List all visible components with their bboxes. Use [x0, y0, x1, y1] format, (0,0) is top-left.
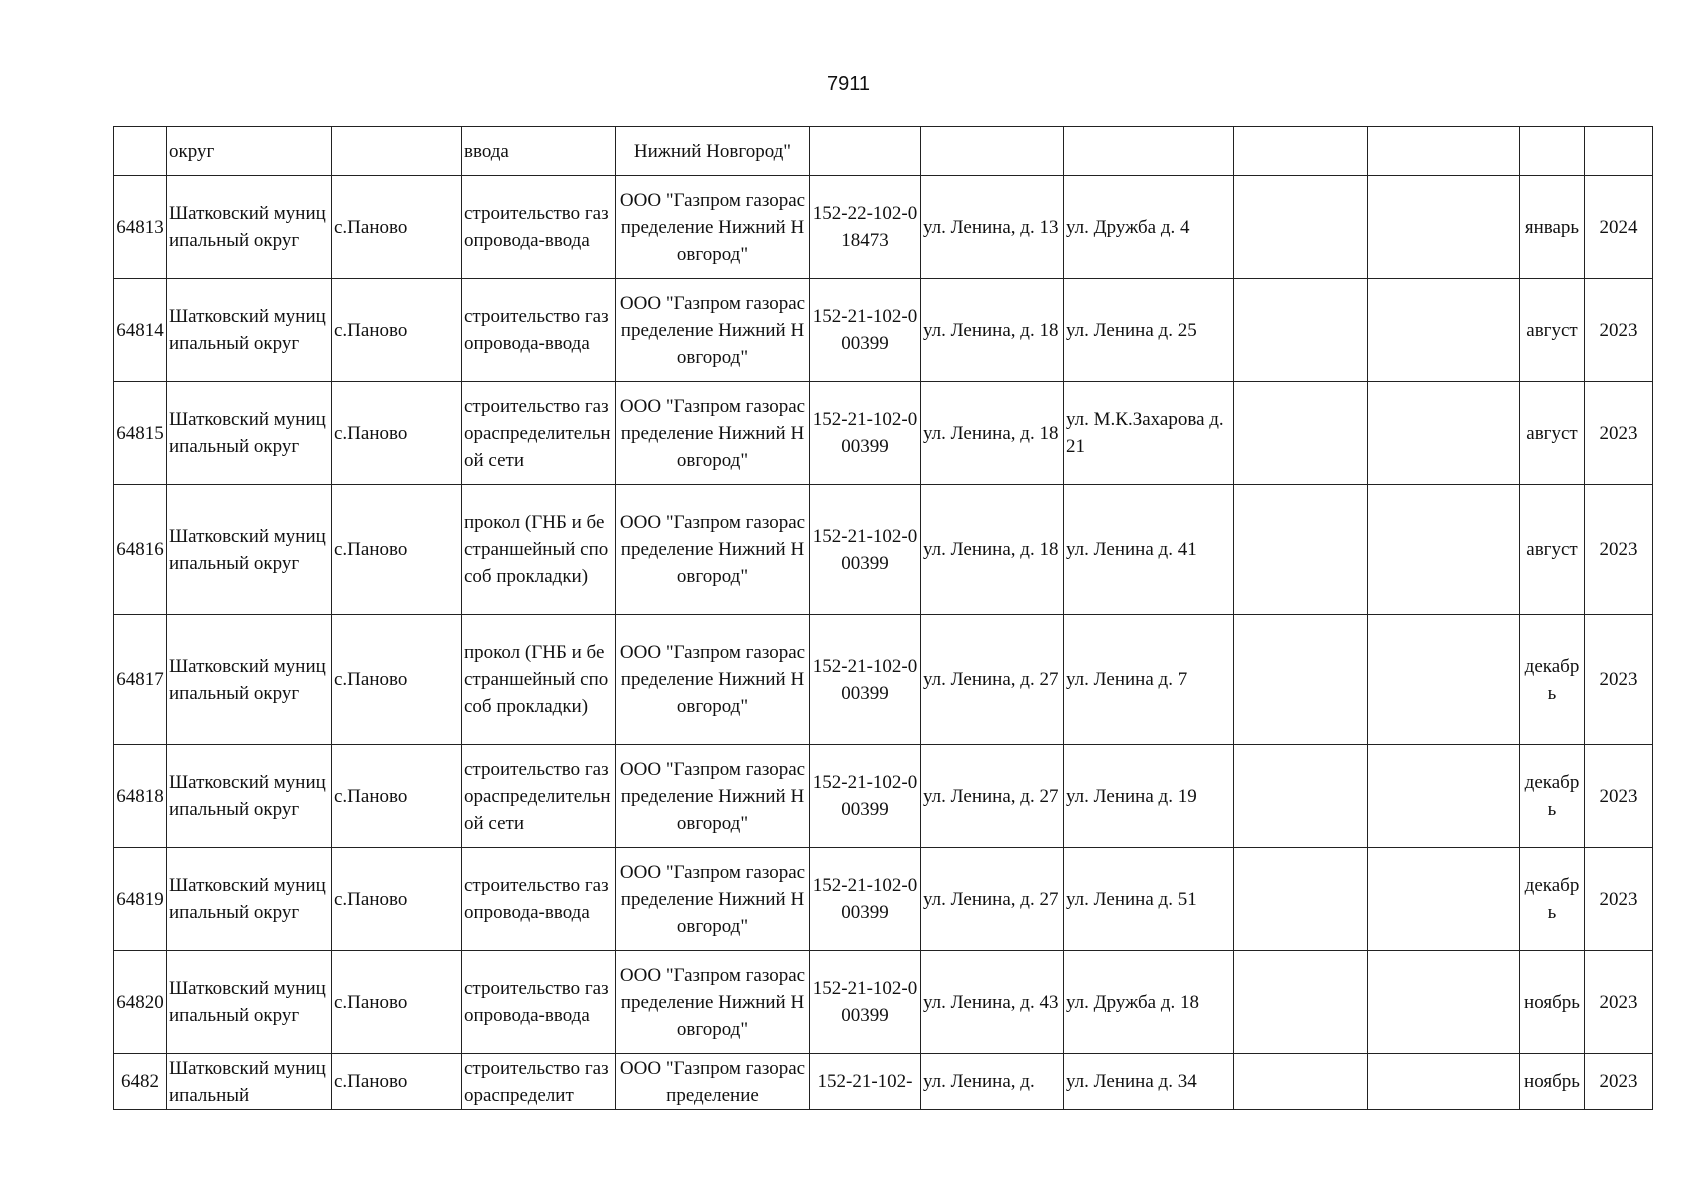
- cell-code: 152-21-102-000399: [810, 485, 921, 615]
- cell-empty: [1368, 615, 1520, 745]
- cell-year: 2023: [1585, 485, 1653, 615]
- cell-org: ООО "Газпром газораспределение Нижний Новгород": [616, 485, 810, 615]
- cell-district: Шатковский муниципальный: [167, 1054, 332, 1110]
- cell-empty: [1234, 176, 1368, 279]
- cell-empty: [1234, 615, 1368, 745]
- cell-settlement: с.Паново: [332, 176, 462, 279]
- cell-code: 152-22-102-018473: [810, 176, 921, 279]
- register-table: [113, 126, 1653, 1110]
- cell-work: ввода: [462, 127, 616, 176]
- cell-settlement: [332, 127, 462, 176]
- cell-code: [810, 127, 921, 176]
- cell-empty: [1368, 176, 1520, 279]
- cell-empty: [1368, 951, 1520, 1054]
- cell-org: ООО "Газпром газораспределение Нижний Новгород": [616, 176, 810, 279]
- cell-month: август: [1520, 279, 1585, 382]
- cell-settlement: с.Паново: [332, 279, 462, 382]
- table-row: [114, 615, 1653, 745]
- cell-num: 6482: [114, 1054, 167, 1110]
- cell-settlement: с.Паново: [332, 848, 462, 951]
- cell-target: ул. М.К.Захарова д. 21: [1064, 382, 1234, 485]
- cell-month: декабрь: [1520, 615, 1585, 745]
- cell-code: 152-21-102-000399: [810, 951, 921, 1054]
- cell-empty: [1368, 279, 1520, 382]
- cell-org: ООО "Газпром газораспределение Нижний Новгород": [616, 848, 810, 951]
- cell-org: Нижний Новгород": [616, 127, 810, 176]
- cell-source: ул. Ленина, д. 18: [921, 279, 1064, 382]
- cell-work: строительство газопровода-ввода: [462, 176, 616, 279]
- cell-num: 64820: [114, 951, 167, 1054]
- cell-work: прокол (ГНБ и бестраншейный способ прокладки): [462, 485, 616, 615]
- cell-empty: [1234, 848, 1368, 951]
- cell-settlement: с.Паново: [332, 485, 462, 615]
- cell-source: ул. Ленина, д.: [921, 1054, 1064, 1110]
- cell-settlement: с.Паново: [332, 745, 462, 848]
- cell-num: 64816: [114, 485, 167, 615]
- cell-month: [1520, 127, 1585, 176]
- table-row-partial: [114, 1054, 1653, 1110]
- cell-source: ул. Ленина, д. 13: [921, 176, 1064, 279]
- cell-empty: [1368, 848, 1520, 951]
- cell-district: Шатковский муниципальный округ: [167, 279, 332, 382]
- cell-district: Шатковский муниципальный округ: [167, 848, 332, 951]
- cell-source: ул. Ленина, д. 27: [921, 848, 1064, 951]
- cell-month: ноябрь: [1520, 1054, 1585, 1110]
- cell-target: ул. Ленина д. 25: [1064, 279, 1234, 382]
- cell-source: [921, 127, 1064, 176]
- cell-year: 2023: [1585, 1054, 1653, 1110]
- cell-empty: [1234, 745, 1368, 848]
- cell-code: 152-21-102-000399: [810, 615, 921, 745]
- cell-month: август: [1520, 382, 1585, 485]
- cell-source: ул. Ленина, д. 27: [921, 745, 1064, 848]
- cell-empty: [1234, 127, 1368, 176]
- cell-code: 152-21-102-000399: [810, 382, 921, 485]
- cell-year: 2023: [1585, 951, 1653, 1054]
- cell-org: ООО "Газпром газораспределение Нижний Новгород": [616, 615, 810, 745]
- cell-district: Шатковский муниципальный округ: [167, 485, 332, 615]
- cell-month: ноябрь: [1520, 951, 1585, 1054]
- cell-empty: [1368, 127, 1520, 176]
- cell-target: ул. Ленина д. 7: [1064, 615, 1234, 745]
- cell-org: ООО "Газпром газораспределение Нижний Новгород": [616, 382, 810, 485]
- table-row: [114, 485, 1653, 615]
- cell-year: 2024: [1585, 176, 1653, 279]
- cell-org: ООО "Газпром газораспределение: [616, 1054, 810, 1110]
- cell-source: ул. Ленина, д. 18: [921, 382, 1064, 485]
- cell-num: 64815: [114, 382, 167, 485]
- cell-settlement: с.Паново: [332, 951, 462, 1054]
- cell-target: ул. Ленина д. 51: [1064, 848, 1234, 951]
- cell-year: 2023: [1585, 615, 1653, 745]
- table-row: [114, 279, 1653, 382]
- cell-num: [114, 127, 167, 176]
- cell-month: декабрь: [1520, 848, 1585, 951]
- cell-settlement: с.Паново: [332, 1054, 462, 1110]
- cell-empty: [1368, 1054, 1520, 1110]
- table-row: [114, 382, 1653, 485]
- table-row: [114, 951, 1653, 1054]
- cell-empty: [1368, 745, 1520, 848]
- cell-district: Шатковский муниципальный округ: [167, 615, 332, 745]
- cell-district: округ: [167, 127, 332, 176]
- cell-year: 2023: [1585, 848, 1653, 951]
- table-row: [114, 745, 1653, 848]
- cell-settlement: с.Паново: [332, 615, 462, 745]
- cell-target: ул. Ленина д. 41: [1064, 485, 1234, 615]
- cell-month: январь: [1520, 176, 1585, 279]
- cell-year: 2023: [1585, 382, 1653, 485]
- cell-num: 64819: [114, 848, 167, 951]
- cell-empty: [1234, 1054, 1368, 1110]
- page-number: 7911: [826, 73, 870, 95]
- cell-work: строительство газопровода-ввода: [462, 951, 616, 1054]
- cell-target: [1064, 127, 1234, 176]
- cell-target: ул. Дружба д. 4: [1064, 176, 1234, 279]
- cell-empty: [1234, 279, 1368, 382]
- cell-district: Шатковский муниципальный округ: [167, 382, 332, 485]
- cell-source: ул. Ленина, д. 43: [921, 951, 1064, 1054]
- cell-num: 64818: [114, 745, 167, 848]
- cell-work: строительство газопровода-ввода: [462, 279, 616, 382]
- cell-num: 64813: [114, 176, 167, 279]
- cell-work: строительство газораспределительной сети: [462, 382, 616, 485]
- cell-code: 152-21-102-: [810, 1054, 921, 1110]
- cell-year: 2023: [1585, 279, 1653, 382]
- cell-code: 152-21-102-000399: [810, 848, 921, 951]
- cell-year: 2023: [1585, 745, 1653, 848]
- cell-target: ул. Ленина д. 19: [1064, 745, 1234, 848]
- table-row: [114, 848, 1653, 951]
- cell-empty: [1234, 951, 1368, 1054]
- cell-district: Шатковский муниципальный округ: [167, 745, 332, 848]
- cell-num: 64817: [114, 615, 167, 745]
- cell-work: строительство газопровода-ввода: [462, 848, 616, 951]
- cell-district: Шатковский муниципальный округ: [167, 176, 332, 279]
- cell-empty: [1368, 382, 1520, 485]
- cell-district: Шатковский муниципальный округ: [167, 951, 332, 1054]
- table-row: [114, 176, 1653, 279]
- cell-work: строительство газораспределит: [462, 1054, 616, 1110]
- cell-empty: [1368, 485, 1520, 615]
- cell-org: ООО "Газпром газораспределение Нижний Новгород": [616, 279, 810, 382]
- cell-num: 64814: [114, 279, 167, 382]
- table-row-continued: [114, 127, 1653, 176]
- cell-empty: [1234, 382, 1368, 485]
- cell-target: ул. Дружба д. 18: [1064, 951, 1234, 1054]
- cell-org: ООО "Газпром газораспределение Нижний Новгород": [616, 951, 810, 1054]
- cell-work: строительство газораспределительной сети: [462, 745, 616, 848]
- cell-source: ул. Ленина, д. 27: [921, 615, 1064, 745]
- cell-year: [1585, 127, 1653, 176]
- cell-source: ул. Ленина, д. 18: [921, 485, 1064, 615]
- cell-org: ООО "Газпром газораспределение Нижний Новгород": [616, 745, 810, 848]
- cell-settlement: с.Паново: [332, 382, 462, 485]
- cell-empty: [1234, 485, 1368, 615]
- cell-code: 152-21-102-000399: [810, 279, 921, 382]
- cell-target: ул. Ленина д. 34: [1064, 1054, 1234, 1110]
- cell-code: 152-21-102-000399: [810, 745, 921, 848]
- cell-work: прокол (ГНБ и бестраншейный способ прокладки): [462, 615, 616, 745]
- cell-month: декабрь: [1520, 745, 1585, 848]
- cell-month: август: [1520, 485, 1585, 615]
